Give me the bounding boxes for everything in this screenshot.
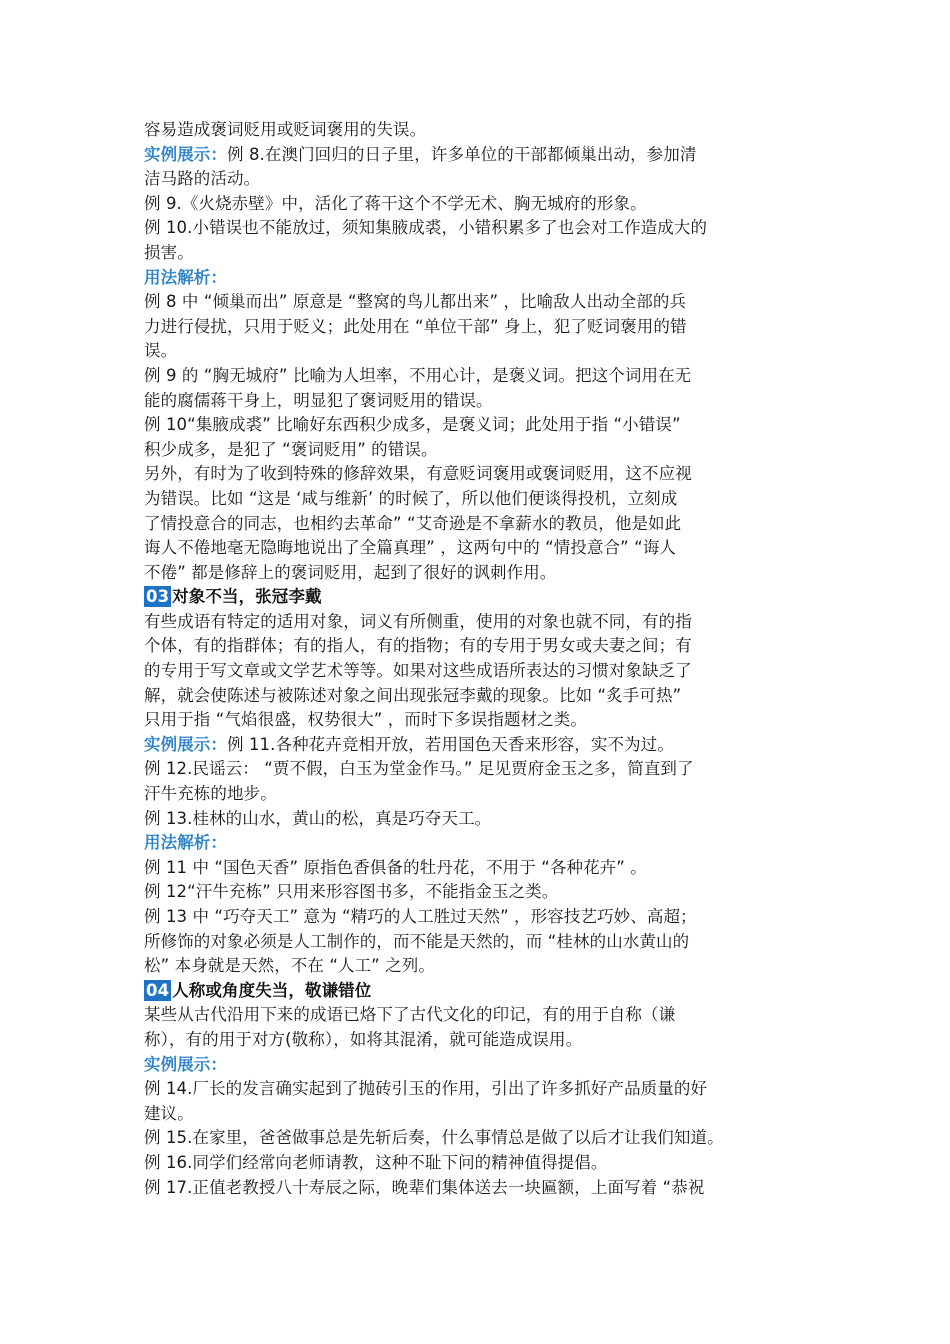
text-line: 另外，有时为了收到特殊的修辞效果，有意贬词褒用或褒词贬用，这不应视 bbox=[144, 464, 692, 484]
text-line: 为错误。比如 “这是 ‘咸与维新’ 的时候了，所以他们便谈得投机，立刻成 bbox=[144, 488, 678, 508]
text-line: 称），有的用于对方(敬称），如将其混淆，就可能造成误用。 bbox=[144, 1029, 583, 1049]
text-line: 诲人不倦地毫无隐晦地说出了全篇真理” ，这两句中的 “情投意合” “诲人 bbox=[144, 538, 677, 558]
section-number-badge: 04 bbox=[146, 980, 170, 1000]
analysis-label: 用法解析： bbox=[144, 833, 227, 853]
text-line: 实例展示：例 11.各种花卉竞相开放，若用国色天香来形容，实不为过。 bbox=[144, 734, 674, 754]
text-line: 例 16.同学们经常向老师请教，这种不耻下问的精神值得提倡。 bbox=[144, 1152, 608, 1172]
example-label: 实例展示： bbox=[144, 144, 227, 164]
text-line bbox=[144, 266, 808, 291]
text-line: 例 12“汗牛充栋” 只用来形容图书多，不能指金玉之类。 bbox=[144, 882, 559, 902]
text-line: 例 9 的 “胸无城府” 比喻为人坦率，不用心计，是褒义词。把这个词用在无 bbox=[144, 365, 692, 385]
document-body bbox=[144, 118, 808, 1200]
section-heading-03 bbox=[144, 585, 808, 610]
text-line: 例 12.民谣云： “贾不假，白玉为堂金作马。” 足见贾府金玉之多，简直到了 bbox=[144, 759, 694, 779]
analysis-label: 用法解析： bbox=[144, 267, 227, 287]
example-label: 实例展示： bbox=[144, 1054, 227, 1074]
text-line: 所修饰的对象必须是人工制作的，而不能是天然的，而 “桂林的山水黄山的 bbox=[144, 931, 690, 951]
text-line: 不倦” 都是修辞上的褒词贬用，起到了很好的讽刺作用。 bbox=[144, 562, 557, 582]
section-number-badge: 03 bbox=[146, 587, 170, 607]
text-line: 了情投意合的同志，也相约去革命” “艾奇逊是不拿薪水的教员，他是如此 bbox=[144, 513, 682, 533]
text-line: 洁马路的活动。 bbox=[144, 169, 261, 189]
text-line: 只用于指 “气焰很盛，权势很大” ，而时下多误指题材之类。 bbox=[144, 710, 587, 730]
text-line: 解，就会使陈述与被陈述对象之间出现张冠李戴的现象。比如 “炙手可热” bbox=[144, 685, 682, 705]
section-title: 对象不当，张冠李戴 bbox=[172, 587, 322, 607]
text-line bbox=[144, 1053, 808, 1078]
text-line: 有些成语有特定的适用对象，词义有所侧重，使用的对象也就不同，有的指 bbox=[144, 611, 692, 631]
text-line: 容易造成褒词贬用或贬词褒用的失误。 bbox=[144, 120, 427, 139]
text-line: 例 15.在家里，爸爸做事总是先斩后奏，什么事情总是做了以后才让我们知道。 bbox=[144, 1128, 724, 1148]
text-line: 例 9.《火烧赤壁》中，活化了蒋干这个不学无术、胸无城府的形象。 bbox=[144, 193, 647, 213]
text-line: 误。 bbox=[144, 341, 178, 361]
text-line: 例 13 中 “巧夺天工” 意为 “精巧的人工胜过天然” ，形容技艺巧妙、高超； bbox=[144, 907, 697, 926]
section-title: 人称或角度失当，敬谦错位 bbox=[172, 980, 372, 1000]
text-line: 某些从古代沿用下来的成语已烙下了古代文化的印记，有的用于自称（谦 bbox=[144, 1005, 676, 1025]
text-line: 松” 本身就是天然，不在 “人工” 之列。 bbox=[144, 956, 435, 976]
text-line: 例 10.小错误也不能放过，须知集腋成裘，小错积累多了也会对工作造成大的 bbox=[144, 218, 708, 238]
text-line: 汗牛充栋的地步。 bbox=[144, 784, 277, 804]
text-line: 力进行侵扰，只用于贬义；此处用在 “单位干部” 身上，犯了贬词褒用的错 bbox=[144, 316, 687, 336]
text-line: 例 13.桂林的山水，黄山的松，真是巧夺天工。 bbox=[144, 808, 492, 828]
text-line: 例 14.厂长的发言确实起到了抛砖引玉的作用，引出了许多抓好产品质量的好 bbox=[144, 1079, 708, 1099]
text-line: 损害。 bbox=[144, 242, 194, 262]
example-label: 实例展示： bbox=[144, 734, 227, 754]
text-line: 例 17.正值老教授八十寿辰之际，晚辈们集体送去一块匾额，上面写着 “恭祝 bbox=[144, 1177, 705, 1197]
text-line: 例 11 中 “国色天香” 原指色香俱备的牡丹花，不用于 “各种花卉” 。 bbox=[144, 857, 647, 877]
text-line: 积少成多，是犯了 “褒词贬用” 的错误。 bbox=[144, 439, 438, 459]
text-line: 的专用于写文章或文学艺术等等。如果对这些成语所表达的习惯对象缺乏了 bbox=[144, 661, 692, 681]
text-line bbox=[144, 831, 808, 856]
text-line: 建议。 bbox=[144, 1103, 194, 1123]
text-line: 个体，有的指群体；有的指人，有的指物；有的专用于男女或夫妻之间；有 bbox=[144, 636, 692, 656]
text-line: 例 8 中 “倾巢而出” 原意是 “整窝的鸟儿都出来” ，比喻敌人出动全部的兵 bbox=[144, 292, 687, 312]
text-line: 能的腐儒蒋干身上，明显犯了褒词贬用的错误。 bbox=[144, 390, 493, 410]
text-line: 实例展示：例 8.在澳门回归的日子里，许多单位的干部都倾巢出动，参加清 bbox=[144, 144, 697, 164]
text-line: 例 10“集腋成裘” 比喻好东西积少成多，是褒义词；此处用于指 “小错误” bbox=[144, 415, 681, 435]
section-heading-04 bbox=[144, 979, 808, 1004]
